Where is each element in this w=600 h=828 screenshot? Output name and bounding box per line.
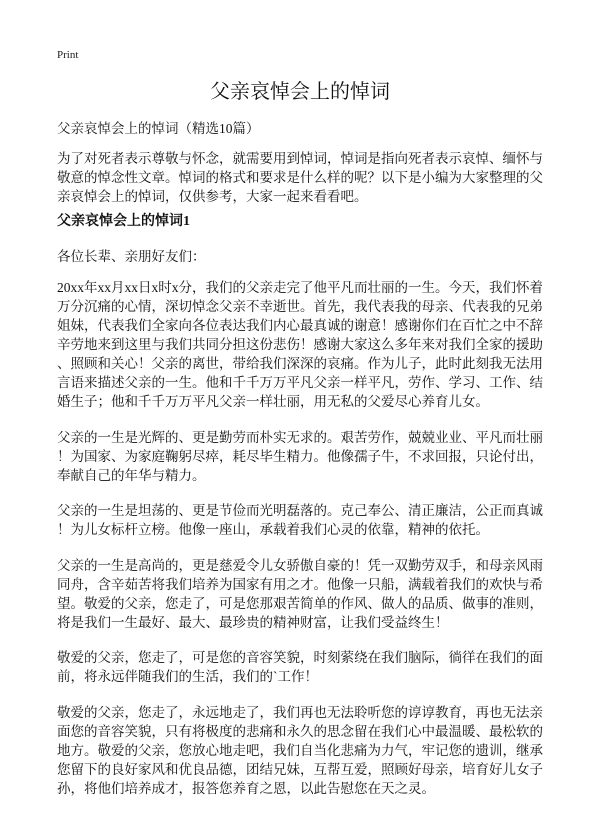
subtitle-line: 父亲哀悼会上的悼词（精选10篇） — [57, 121, 260, 136]
body-paragraph — [57, 556, 543, 632]
paragraph-line: ！为儿女标杆立榜。他像一座山，承载着我们心灵的依靠，精神的依托。 — [57, 522, 489, 537]
paragraph-line: 父亲的一生是高尚的，更是慈爱令儿女骄傲自豪的！凭一双勤劳双手，和母亲风雨 — [57, 557, 543, 573]
paragraph-line: 父亲的一生是光辉的、更是勤劳而朴实无求的。艰苦劳作，兢兢业业、平凡而壮丽 — [57, 429, 543, 445]
paragraph-line: ！为国家、为家庭鞠躬尽瘁，耗尽毕生精力。他像孺子牛，不求回报，只论付出， — [57, 448, 543, 464]
paragraph-line: 敬意的悼念性文章。悼词的格式和要求是什么样的呢？以下是小编为大家整理的父 — [57, 170, 543, 185]
document-subtitle — [57, 119, 260, 138]
paragraph-line: 敬爱的父亲，您走了，可是您的音容笑貌，时刻萦绕在我们脑际，徜徉在我们的面 — [57, 650, 543, 665]
body-paragraph — [57, 428, 543, 485]
paragraph-line: 奉献自己的年华与精力。 — [57, 467, 206, 483]
paragraph-line: 辛劳地来到这里与我们共同分担这份悲伤！感谢大家这么多年来对我们全家的援助 — [57, 337, 543, 352]
paragraph-line: 姐妹，代表我们全家向各位表达我们内心最真诚的谢意！感谢你们在百忙之中不辞 — [57, 318, 543, 333]
paragraph-line: 、照顾和关心！父亲的离世，带给我们深深的哀痛。作为儿子，此时此刻我无法用 — [57, 356, 543, 371]
body-paragraph — [57, 648, 543, 686]
paragraph-line: 言语来描述父亲的一生。他和千千万万平凡父亲一样平凡，劳作、学习、工作、结 — [57, 375, 543, 390]
paragraph-line: 婚生子；他和千千万万平凡父亲一样壮丽，用无私的父爱尽心养育儿女。 — [57, 394, 489, 409]
paragraph-line: 您留下的良好家风和优良品德，团结兄妹，互帮互爱，照顾好母亲，培育好儿女子 — [57, 761, 543, 777]
paragraph-line: 万分沉痛的心情，深切悼念父亲不幸逝世。首先，我代表我的母亲、代表我的兄弟 — [57, 299, 543, 314]
intro-paragraph — [57, 149, 543, 206]
body-paragraph — [57, 501, 543, 539]
paragraph-line: 将是我们一生最好、最大、最珍贵的精神财富，让我们受益终生！ — [57, 614, 449, 630]
paragraph-line: 地方。敬爱的父亲，您放心地走吧，我们自当化悲痛为力气，牢记您的遗训，继承 — [57, 742, 543, 758]
paragraph-line: 前，将永远伴随我们的生活，我们的`工作！ — [57, 669, 318, 684]
paragraph-line: 敬爱的父亲，您走了，永远地走了，我们再也无法聆听您的谆谆教育，再也无法亲 — [57, 704, 543, 720]
section-body — [57, 278, 543, 814]
body-paragraph — [57, 703, 543, 798]
section-heading — [57, 212, 190, 231]
paragraph-line: 父亲的一生是坦荡的、更是节俭而光明磊落的。克己奉公、清正廉洁，公正而真诚 — [57, 503, 543, 518]
print-link[interactable]: Print — [57, 49, 79, 61]
paragraph-line: 面您的音容笑貌，只有将极度的悲痛和永久的思念留在我们心中最温暖、最松软的 — [57, 723, 543, 739]
document-title: 父亲哀悼会上的悼词 — [210, 81, 390, 103]
body-paragraph — [57, 278, 543, 411]
greeting — [57, 247, 206, 266]
paragraph-line: 为了对死者表示尊敬与怀念，就需要用到悼词，悼词是指向死者表示哀悼、缅怀与 — [57, 151, 543, 166]
section-heading-text: 父亲哀悼会上的悼词1 — [57, 214, 190, 229]
paragraph-line: 同舟，含辛茹苦将我们培养为国家有用之才。他像一只船，满载着我们的欢快与希 — [57, 576, 543, 592]
greeting-line: 各位长辈、亲朋好友们： — [57, 249, 206, 264]
paragraph-line: 亲哀悼会上的悼词，仅供参考，大家一起来看看吧。 — [57, 189, 368, 204]
paragraph-line: 孙，将他们培养成才，报答您养育之恩，以此告慰您在天之灵。 — [57, 780, 435, 796]
paragraph-line: 望。敬爱的父亲，您走了，可是您那艰苦简单的作风、做人的品质、做事的准则， — [57, 595, 543, 611]
paragraph-line: 20xx年xx月xx日x时x分，我们的父亲走完了他平凡而壮丽的一生。今天，我们怀着 — [57, 280, 543, 295]
